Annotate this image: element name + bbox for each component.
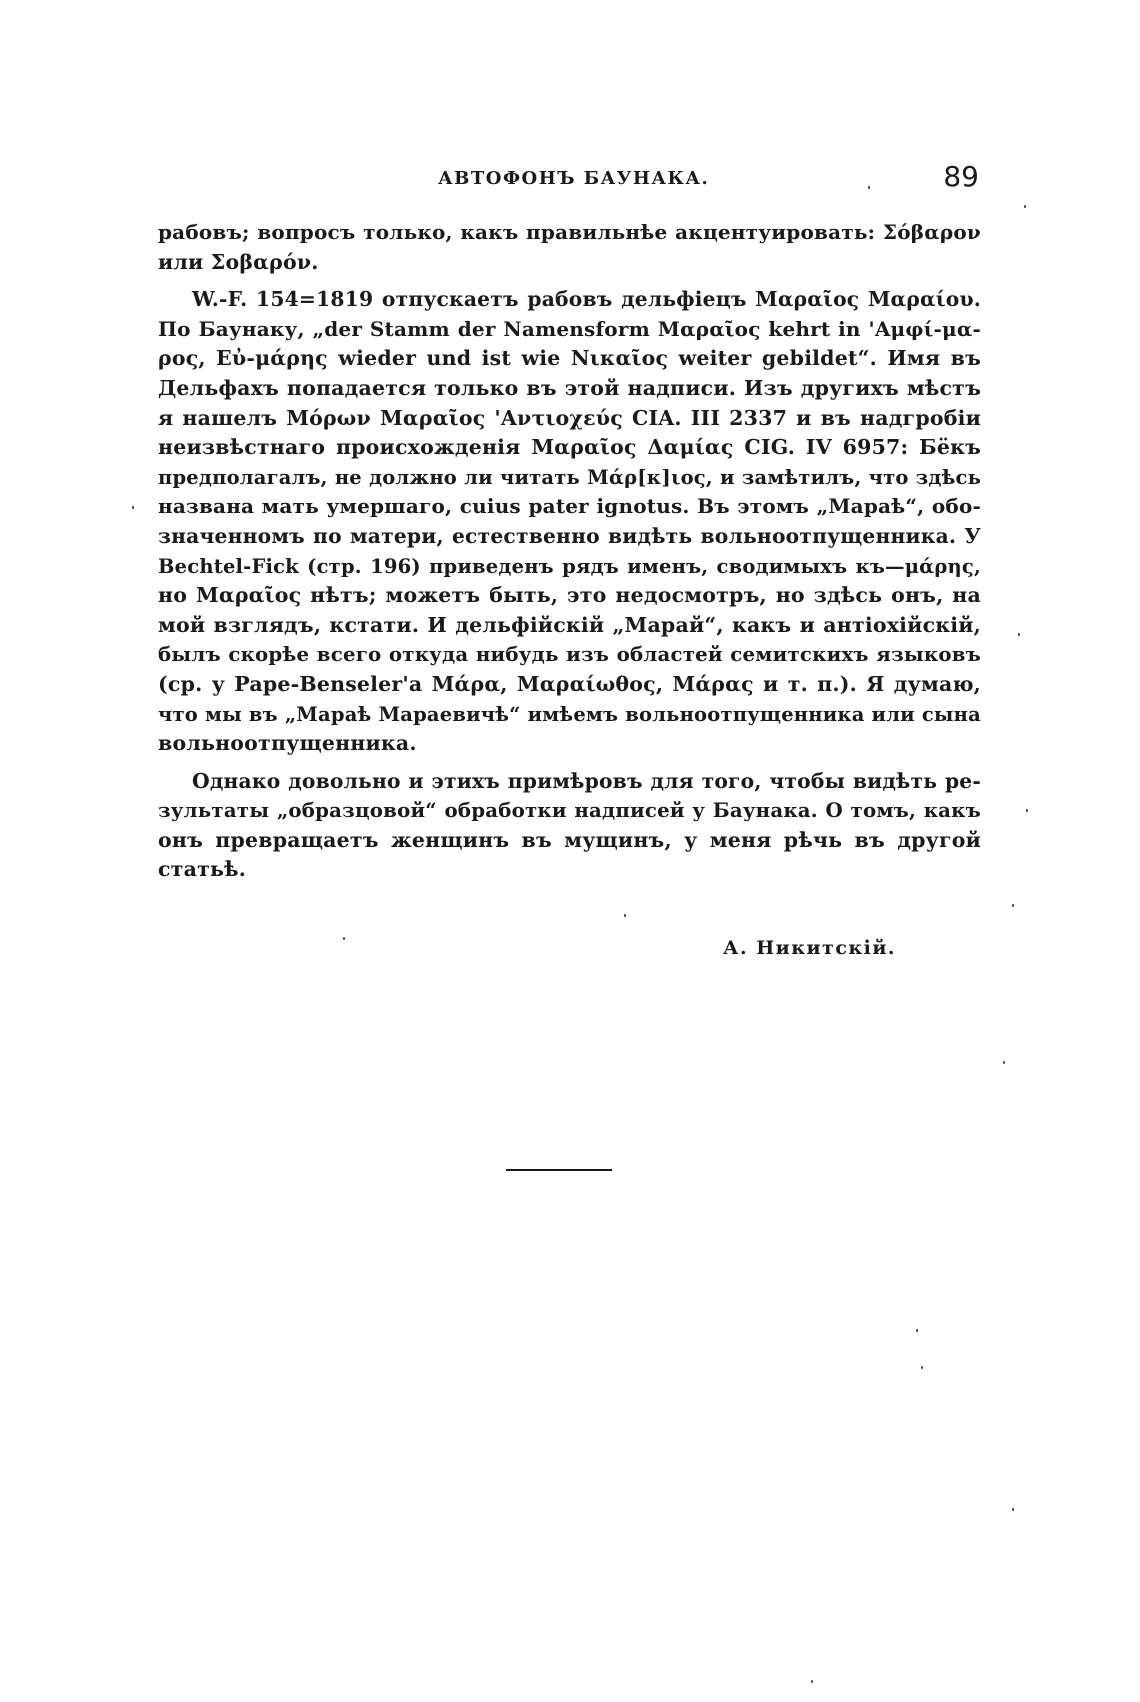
text-line: но Μαραῖος нѣтъ; можетъ быть, это недосмотръ, но здѣсь онъ, на xyxy=(158,583,981,608)
page-number: 89 xyxy=(943,160,979,193)
scan-speck xyxy=(811,1680,813,1683)
text-line: рабовъ; вопросъ только, какъ правильнѣе акцентуировать: Σόβαρον xyxy=(158,220,981,244)
text-line: ρος, Εὐ-μάρης wieder und ist wie Νικαῖος weiter gebildet“. Имя въ xyxy=(158,346,981,371)
text-line: значенномъ по матери, естественно видѣть вольноотпущенника. У xyxy=(158,523,981,548)
text-line: предполагалъ, не должно ли читать Μάρ[κ]ιος, и замѣтилъ, что здѣсь xyxy=(158,465,981,489)
scan-speck xyxy=(343,937,345,940)
paragraph xyxy=(158,285,981,759)
scan-speck xyxy=(1026,809,1028,812)
text-line: онъ превращаетъ женщинъ въ мущинъ, у меня рѣчь въ другой xyxy=(158,827,981,852)
text-line: зультаты „образцовой“ обработки надписей у Баунака. О томъ, какъ xyxy=(158,798,981,823)
text-line: я нашелъ Μόρων Μαραῖος 'Αντιοχεύς CIA. III 2337 и въ надгробіи xyxy=(158,405,981,430)
text-line: (ср. у Pape-Benseler'а Μάρα, Μαραίωθος, Μάρας и т. п.). Я думаю, xyxy=(158,671,981,696)
text-line: статьѣ. xyxy=(158,857,247,882)
author-signature: А. Никитскій. xyxy=(723,937,897,959)
text-line: или Σοβαρόν. xyxy=(158,249,319,274)
scan-speck xyxy=(1012,904,1014,907)
scan-speck xyxy=(1024,205,1026,208)
scan-speck xyxy=(1003,1061,1005,1064)
scan-speck xyxy=(921,1366,923,1369)
text-line: названа мать умершаго, cuius pater ignotus. Въ этомъ „Марaѣ“, обо- xyxy=(158,494,981,519)
running-title: АВТОФОНЪ БАУНАКА. xyxy=(438,168,710,189)
running-head xyxy=(168,160,983,200)
text-line: W.-F. 154=1819 отпускаетъ рабовъ дельфіецъ Μαραῖος Μαραίου. xyxy=(192,287,981,312)
text-line: Дельфахъ попадается только въ этой надписи. Изъ другихъ мѣстъ xyxy=(158,375,981,400)
end-rule-divider xyxy=(506,1169,612,1171)
body-text xyxy=(158,218,981,885)
scan-speck xyxy=(868,186,870,189)
scan-speck xyxy=(624,914,626,917)
text-line: Bechtel-Fick (стр. 196) приведенъ рядъ именъ, сводимыхъ къ—μάρης, xyxy=(158,554,981,578)
text-line: Однако довольно и этихъ примѣровъ для того, чтобы видѣть ре- xyxy=(192,768,981,793)
text-line: былъ скорѣе всего откуда нибудь изъ областей семитскихъ языковъ xyxy=(158,642,981,667)
paragraph xyxy=(158,218,981,277)
text-line: По Баунаку, „der Stamm der Namensform Μαραῖος kehrt in 'Αμφί-μα- xyxy=(158,316,981,341)
text-line: что мы въ „Марaѣ Мараевичѣ“ имѣемъ вольноотпущенника или сына xyxy=(158,702,981,726)
scan-speck xyxy=(132,506,134,509)
text-line: вольноотпущенника. xyxy=(158,731,417,756)
paragraph xyxy=(158,767,981,885)
text-line: мой взглядъ, кстати. И дельфійскій „Марай“, какъ и антіохійскій, xyxy=(158,612,981,637)
scan-speck xyxy=(1012,1508,1014,1511)
text-line: неизвѣстнаго происхожденія Μαραῖος Δαμίας CIG. IV 6957: Бёкъ xyxy=(158,435,981,460)
scan-speck xyxy=(1018,633,1020,636)
scan-speck xyxy=(916,1329,918,1332)
